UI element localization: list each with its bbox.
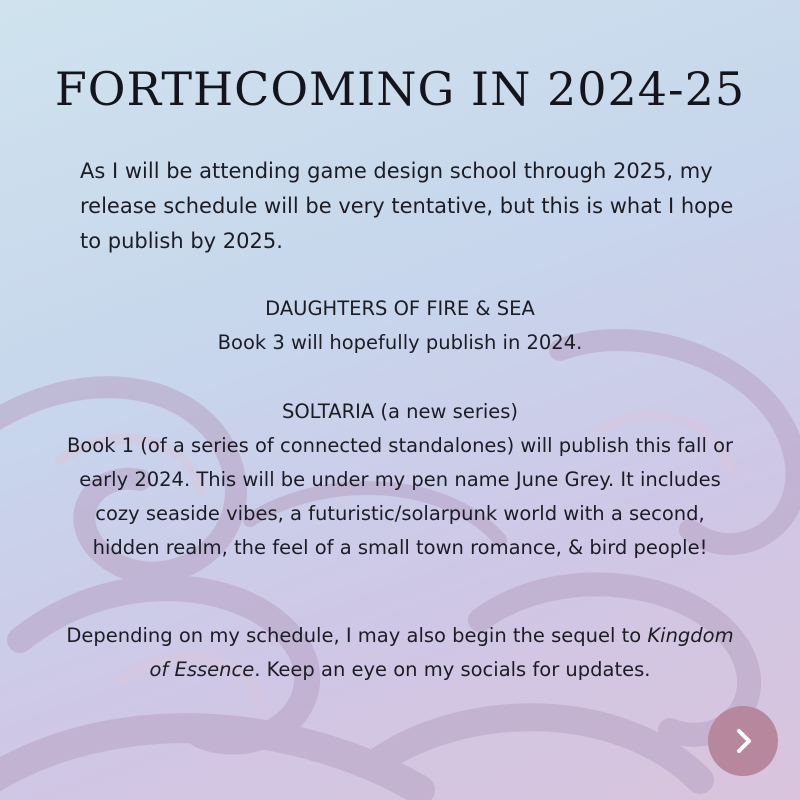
- closing-paragraph: [60, 619, 740, 687]
- section-heading: SOLTARIA (a new series): [281, 400, 519, 423]
- section-heading: DAUGHTERS OF FIRE & SEA: [265, 297, 535, 320]
- section-daughters-of-fire-and-sea: [60, 292, 740, 360]
- closing-text-before: Depending on my schedule, I may also begin the sequel to: [66, 624, 648, 647]
- page-title: FORTHCOMING IN 2024-25: [54, 62, 746, 116]
- section-soltaria: [60, 395, 740, 565]
- next-slide-button[interactable]: [708, 706, 778, 776]
- chevron-right-icon: [728, 726, 758, 756]
- book-title-italic: Kingdom of Essence: [149, 624, 734, 681]
- section-body: Book 1 (of a series of connected standalones) will publish this fall or early 2024. This will be under my pen name June Grey. It includes cozy seaside vibes, a futuristic/solarpunk world with a second, hidden realm, the feel of a small town romance, & bird people!: [66, 434, 734, 559]
- section-body: Book 3 will hopefully publish in 2024.: [217, 331, 583, 354]
- intro-paragraph: As I will be attending game design school through 2025, my release schedule will be very tentative, but this is what I hope to publish by 2025.: [80, 159, 734, 253]
- closing-text-after: . Keep an eye on my socials for updates.: [254, 658, 651, 681]
